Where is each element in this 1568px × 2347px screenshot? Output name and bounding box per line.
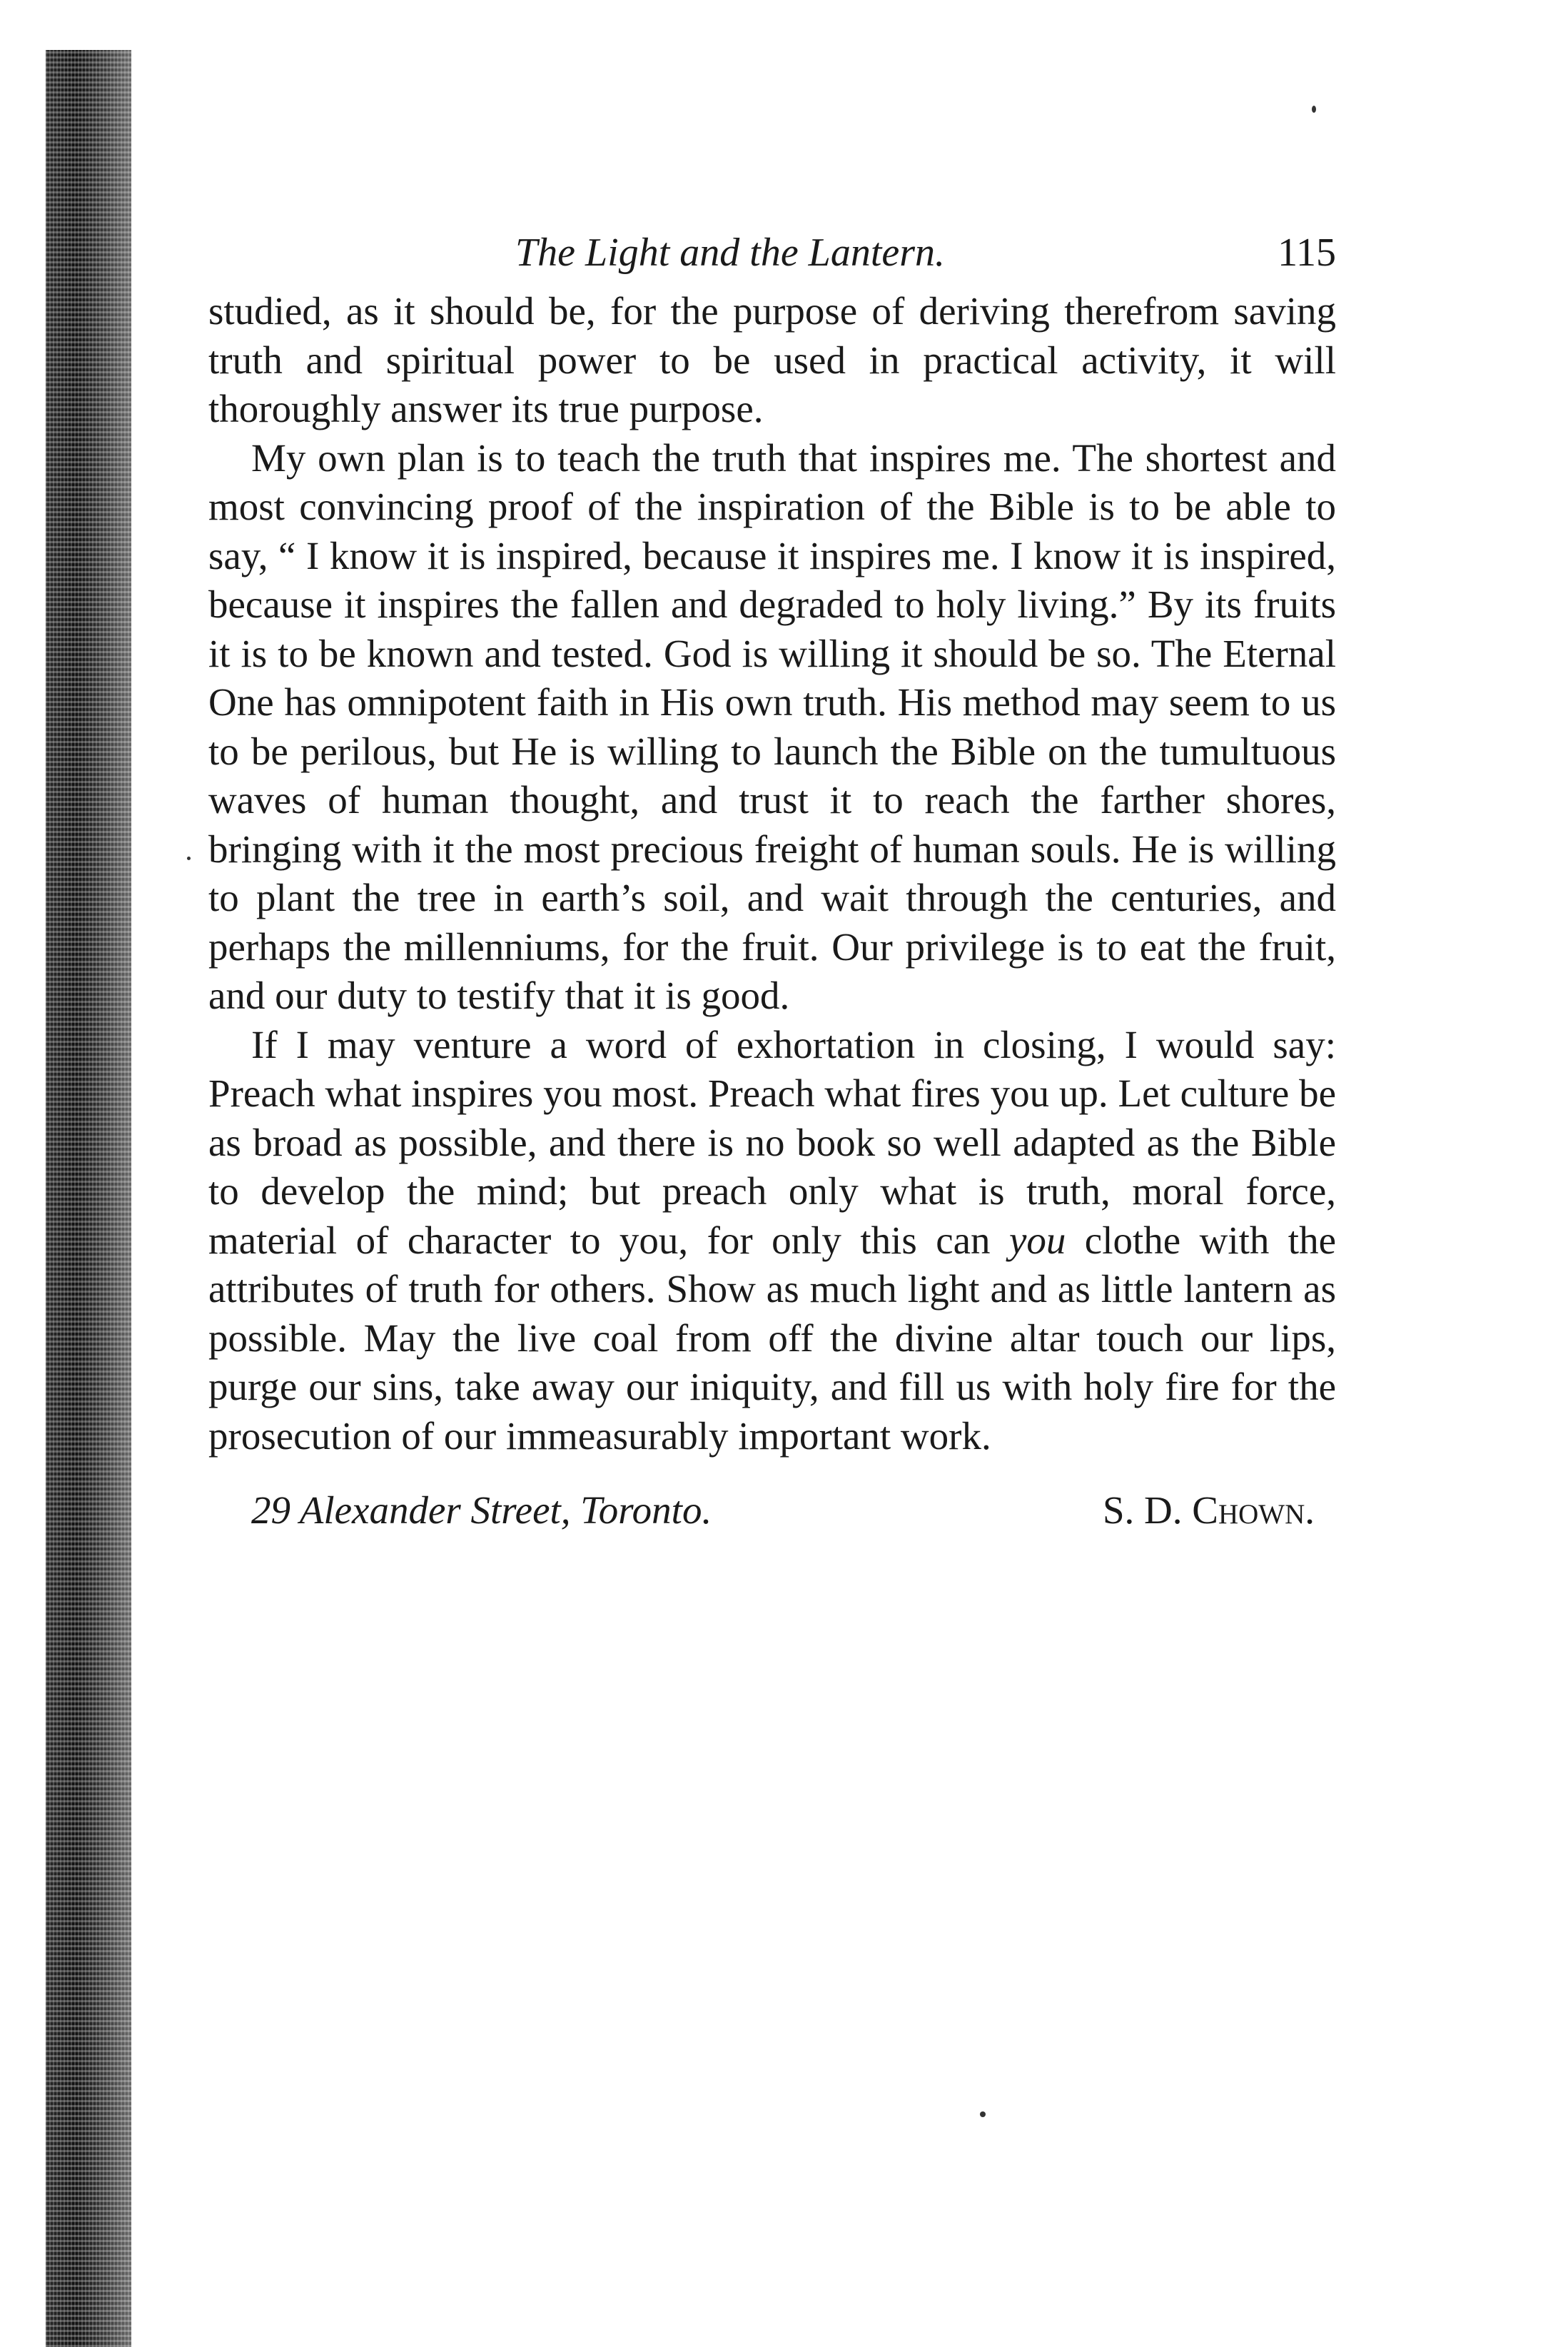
exhortation-text-start: If I may venture a word of exhortation in closing, I would say: Preach what inspires you most. Preach what fires you up. Let culture be as broad as possible, and there is no book so well adapted as the Bible to develop the mind; but preach only what is truth, moral force, material of character to you, for only this can bbox=[208, 1022, 1336, 1262]
exhortation-text-end: clothe with the attributes of truth for others. Show as much light and as little lantern as possible. May the live coal from off the divine altar touch our lips, purge our sins, take away our iniquity, and fill us with holy fire for the prosecution of our immeasurably important work. bbox=[208, 1218, 1336, 1458]
signature-line bbox=[208, 1488, 1336, 1545]
scan-speck bbox=[187, 857, 191, 860]
scan-speck bbox=[980, 2111, 986, 2117]
paragraph-exhortation bbox=[208, 1021, 1336, 1461]
running-head bbox=[208, 223, 1336, 287]
running-title: The Light and the Lantern. bbox=[515, 231, 946, 275]
paragraph-continued: studied, as it should be, for the purpose of deriving therefrom saving truth and spiritual power to be used in practical activity, it will thoroughly answer its true purpose. bbox=[208, 289, 1336, 430]
paragraph-inspiration: My own plan is to teach the truth that inspires me. The shortest and most convincing proof of the inspiration of the Bible is to be able to say, “ I know it is inspired, because it inspires me. I know it is inspired, because it inspires the fallen and degraded to holy living.” By its fruits it is to be known and tested. God is willing it should be so. The Eternal One has omnipotent faith in His own truth. His method may seem to us to be perilous, but He is willing to launch the Bible on the tumultuous waves of human thought, and trust it to reach the farther shores, bringing with it the most precious freight of human souls. He is willing to plant the tree in earth’s soil, and wait through the centuries, and perhaps the millenniums, for the fruit. Our privilege is to eat the fruit, and our duty to testify that it is good. bbox=[208, 435, 1336, 1017]
page-number: 115 bbox=[1278, 231, 1336, 275]
binding-gutter-shadow bbox=[46, 50, 131, 2347]
emphasis-you: you bbox=[1008, 1218, 1066, 1262]
body-text bbox=[208, 287, 1336, 1460]
author-name: S. D. Chown. bbox=[1102, 1488, 1315, 1532]
author-address: 29 Alexander Street, Toronto. bbox=[251, 1488, 712, 1532]
book-page bbox=[208, 223, 1336, 1545]
scan-speck bbox=[1312, 106, 1316, 113]
